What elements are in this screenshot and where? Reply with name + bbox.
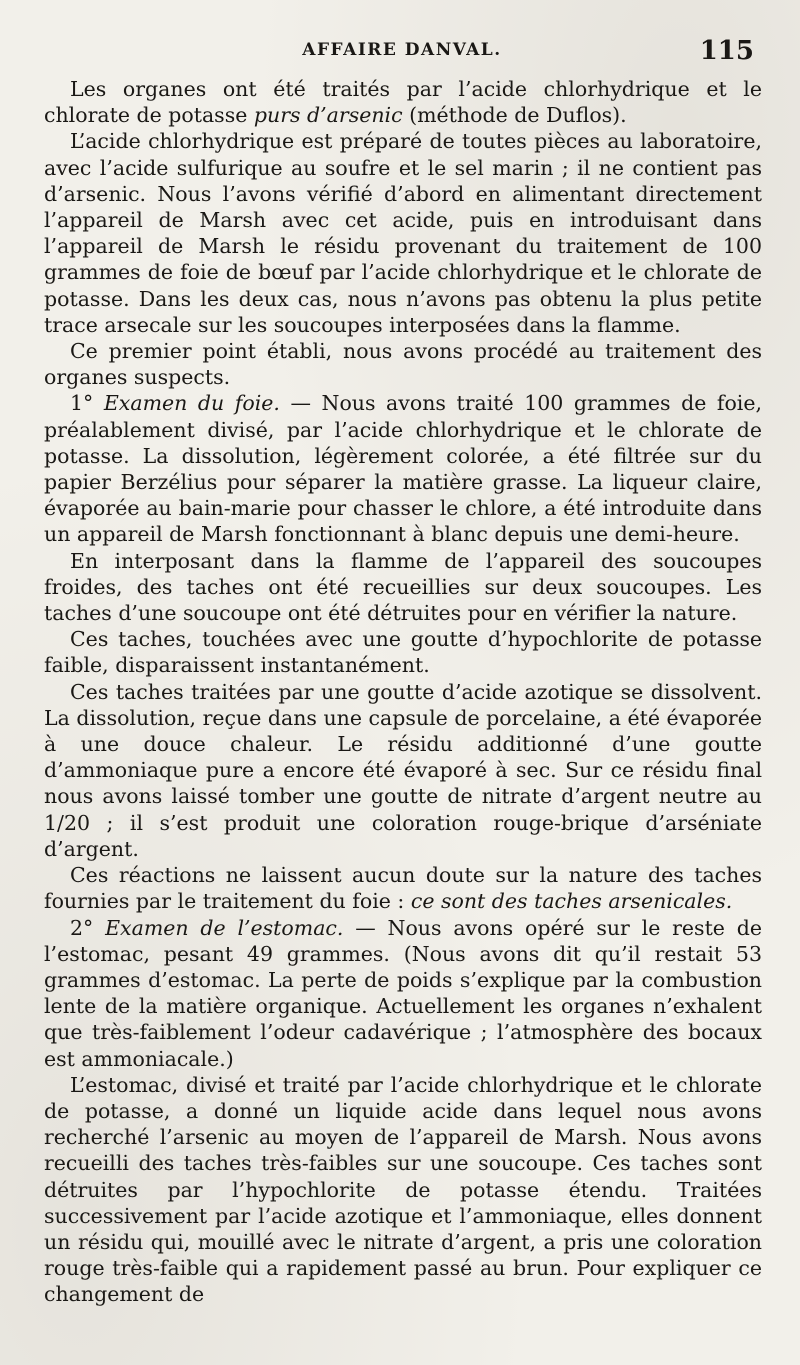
italic-section-heading: Examen du foie. bbox=[103, 391, 280, 416]
text-run: Ce premier point établi, nous avons procédé au traitement des organes suspects. bbox=[44, 339, 762, 390]
paragraph bbox=[44, 679, 762, 862]
text-run: 2° bbox=[70, 915, 106, 940]
paragraph bbox=[44, 548, 762, 627]
paragraph-liver-exam bbox=[44, 390, 762, 547]
paragraph bbox=[44, 862, 762, 914]
italic-text-run: ce sont des taches arsenicales. bbox=[410, 889, 733, 914]
paragraph bbox=[44, 128, 762, 338]
text-run: Ces taches, touchées avec une goutte d’hypochlorite de potasse faible, disparaissent instantanément. bbox=[44, 627, 762, 678]
text-run: (méthode de Duflos). bbox=[402, 103, 627, 128]
paragraph bbox=[44, 76, 762, 128]
paragraph-stomach-exam bbox=[44, 915, 762, 1072]
text-run: L’acide chlorhydrique est préparé de toutes pièces au laboratoire, avec l’acide sulfurique au soufre et le sel marin ; il ne contient pas d’arsenic. Nous l’avons vérifié d’abord en alimentant directement l’appareil de Marsh avec cet acide, puis en introduisant dans l’appareil de Marsh le résidu provenant du traitement de 100 grammes de foie de bœuf par l’acide chlorhydrique et le chlorate de potasse. Dans les deux cas, nous n’avons pas obtenu la plus petite trace arsecale sur les soucoupes interposées dans la flamme. bbox=[44, 129, 762, 337]
text-run: Ces taches traitées par une goutte d’acide azotique se dissolvent. La dissolution, reçue dans une capsule de porcelaine, a été évaporée à une douce chaleur. Le résidu additionné d’une goutte d’ammoniaque pure a encore été évaporé à sec. Sur ce résidu final nous avons laissé tomber une goutte de nitrate d’argent neutre au 1/20 ; il s’est produit une coloration rouge-brique d’arséniate d’argent. bbox=[44, 679, 762, 861]
paragraph bbox=[44, 1072, 762, 1308]
italic-section-heading: Examen de l’estomac. bbox=[105, 915, 344, 940]
text-run: — Nous avons opéré sur le reste de l’estomac, pesant 49 grammes. (Nous avons dit qu’il restait 53 grammes d’estomac. La perte de poids s’explique par la combustion lente de la matière organique. Actuellement les organes n’exhalent que très-faiblement l’odeur cadavérique ; l’atmosphère des bocaux est ammoniacale.) bbox=[44, 915, 762, 1071]
text-run: — Nous avons traité 100 grammes de foie, préalablement divisé, par l’acide chlorhydrique et le chlorate de potasse. La dissolution, légèrement colorée, a été filtrée sur du papier Berzélius pour séparer la matière grasse. La liqueur claire, évaporée au bain-marie pour chasser le chlore, a été introduite dans un appareil de Marsh fonctionnant à blanc depuis une demi-heure. bbox=[44, 391, 763, 547]
text-run: Ces réactions ne laissent aucun doute sur la nature des taches fournies par le traitement du foie : bbox=[44, 863, 762, 914]
text-run: Les organes ont été traités par l’acide chlorhydrique et le chlorate de potasse bbox=[44, 77, 762, 128]
text-run: En interposant dans la flamme de l’appareil des soucoupes froides, des taches ont été recueillies sur deux soucoupes. Les taches d’une soucoupe ont été détruites pour en vérifier la nature. bbox=[44, 548, 762, 626]
italic-text-run: purs d’arsenic bbox=[253, 103, 403, 128]
page-header bbox=[48, 36, 756, 70]
text-run: 1° bbox=[70, 391, 104, 416]
paragraph bbox=[44, 338, 762, 390]
running-title: AFFAIRE DANVAL. bbox=[302, 40, 502, 60]
paragraph bbox=[44, 626, 762, 678]
body-text bbox=[44, 76, 762, 1308]
text-run: L’estomac, divisé et traité par l’acide chlorhydrique et le chlorate de potasse, a donné un liquide acide dans lequel nous avons recherché l’arsenic au moyen de l’appareil de Marsh. Nous avons recueilli des taches très-faibles sur une soucoupe. Ces taches sont détruites par l’hypochlorite de potasse étendu. Traitées successivement par l’acide azotique et l’ammoniaque, elles donnent un résidu qui, mouillé avec le nitrate d’argent, a pris une coloration rouge très-faible qui a rapidement passé au brun. Pour expliquer ce changement de bbox=[44, 1072, 762, 1307]
page-number: 115 bbox=[699, 36, 754, 66]
